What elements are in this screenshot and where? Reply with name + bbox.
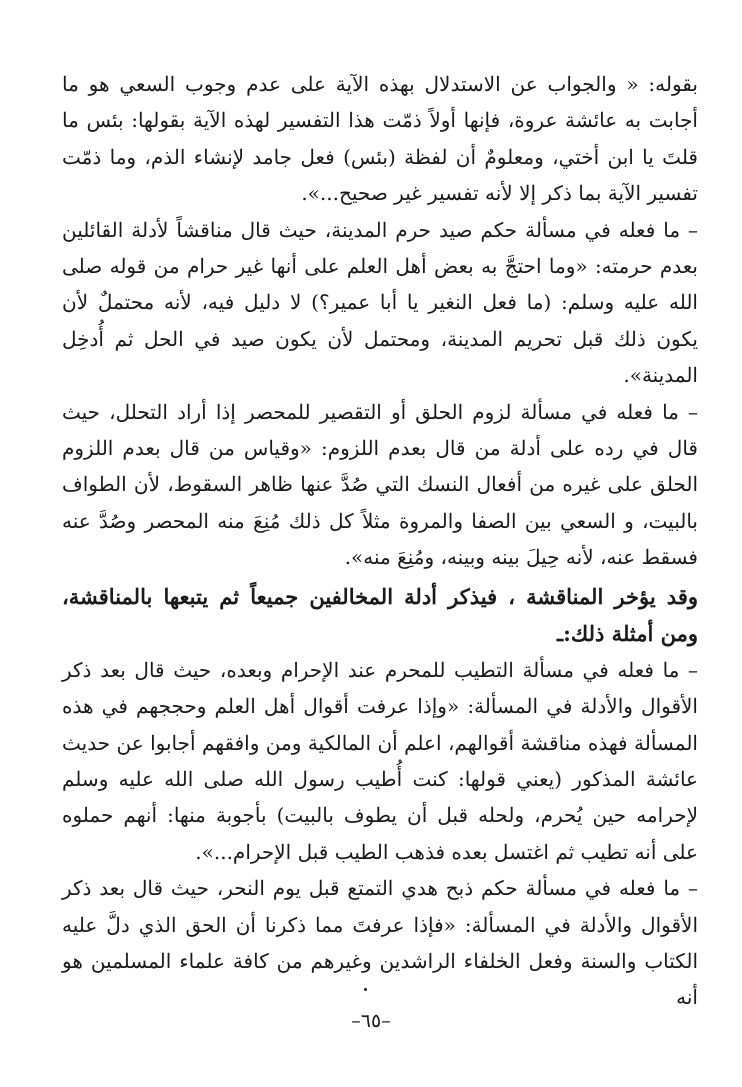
page-number: –٦٥– <box>351 1010 391 1032</box>
paragraph-medina-game: – ما فعله في مسألة حكم صيد حرم المدينة، حيث قال مناقشاً لأدلة القائلين بعدم حرمته: «وما احتجَّ به بعض أهل العلم على أنها غير حرام من قوله صلى الله عليه وسلم: (ما فعل النغير يا أبا عمير؟) لا دليل فيه، لأنه محتملٌ لأن يكون ذلك قبل تحريم المدينة، ومحتمل لأن يكون صيد في الحل ثم أُدخِل المدينة». <box>62 217 698 388</box>
paragraph-shaving-muhsar: – ما فعله في مسألة لزوم الحلق أو التقصير للمحصر إذا أراد التحلل، حيث قال في رده على أدلة من قال بعدم اللزوم: «وقياس من قال بعدم اللزوم الحلق على غيره من أفعال النسك التي صُدَّ عنها ظاهر السقوط، لأن الطواف بالبيت، و السعي بين الصفا والمروة مثلاً كل ذلك مُنِعَ منه المحصر وصُدَّ عنه فسقط عنه، لأنه حِيلَ بينه وبينه، ومُنِعَ منه». <box>62 399 698 570</box>
paragraph-hady-tamattu: – ما فعله في مسألة حكم ذبح هدي التمتع قبل يوم النحر، حيث قال بعد ذكر الأقوال والأدلة في المسألة: «فإذا عرفتَ مما ذكرنا أن الحق الذي دلَّ عليه الكتاب والسنة وفعل الخلفاء الراشدين وغيرهم من كافة علماء المسلمين هو أنه <box>62 876 698 1010</box>
page-body <box>62 66 698 1016</box>
decorative-dot <box>364 988 367 991</box>
section-heading: وقد يؤخر المناقشة ، فيذكر أدلة المخالفين جميعاً ثم يتبعها بالمناقشة، ومن أمثلة ذلك:ـ <box>62 583 698 646</box>
paragraph-quote-aisha: بقوله: « والجواب عن الاستدلال بهذه الآية على عدم وجوب السعي هو ما أجابت به عائشة عروة، فإنها أولاً ذمّت هذا التفسير لهذه الآية بقولها: بئس ما قلتَ يا ابن أختي، ومعلومٌ أن لفظة (بئس) فعل جامد لإنشاء الذم، وما ذمّت تفسير الآية بما ذكر إلا لأنه تفسير غير صحيح...». <box>62 72 698 206</box>
paragraph-perfume-ihram: – ما فعله في مسألة التطيب للمحرم عند الإحرام وبعده، حيث قال بعد ذكر الأقوال والأدلة في المسألة: «وإذا عرفت أقوال أهل العلم وحججهم في هذه المسألة فهذه مناقشة أقوالهم، اعلم أن المالكية ومن وافقهم أجابوا عن حديث عائشة المذكور (يعني قولها: كنت أُطيب رسول الله صلى الله عليه وسلم لإحرامه حين يُحرم، ولحله قبل أن يطوف بالبيت) بأجوبة منها: أنهم حملوه على أنه تطيب ثم اغتسل بعده فذهب الطيب قبل الإحرام...». <box>62 657 698 864</box>
